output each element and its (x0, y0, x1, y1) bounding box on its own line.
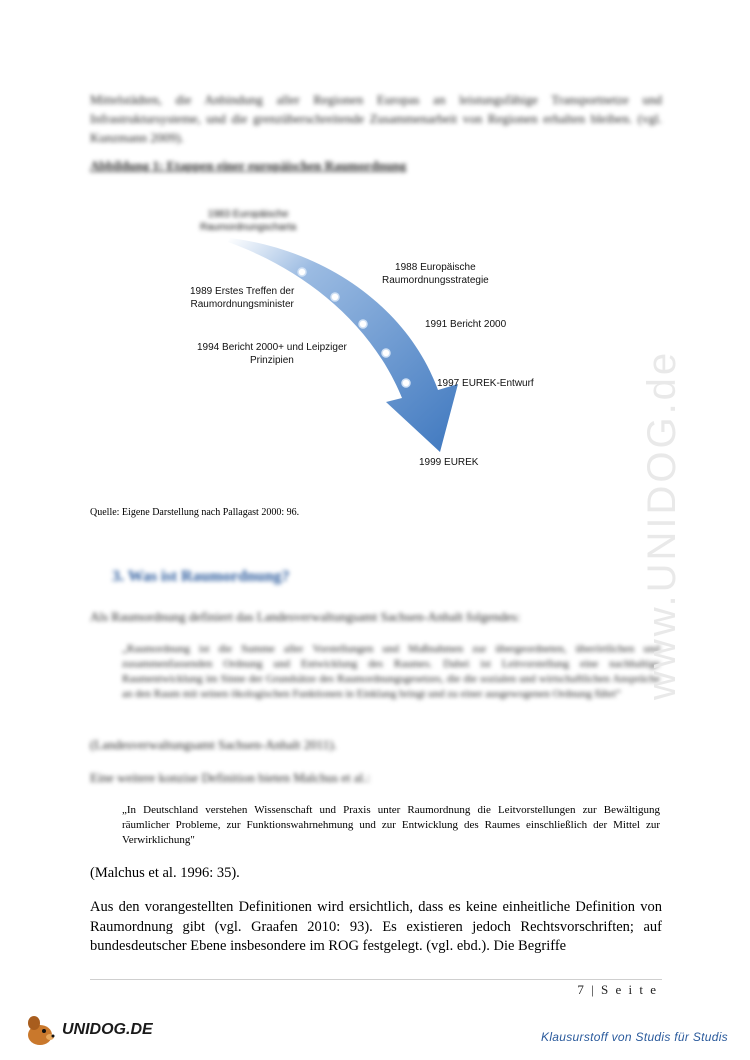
stage-label: 1997 EUREK-Entwurf (437, 378, 534, 389)
definition-intro: Als Raumordnung definiert das Landesverwaltungsamt Sachsen-Anhalt folgendes: (90, 609, 521, 624)
arrow-marker (331, 293, 339, 301)
logo-text: UNIDOG.DE (62, 1021, 153, 1038)
stage-label: 1991 Bericht 2000 (425, 319, 507, 330)
body-paragraph: Aus den vorangestellten Definitionen wird ersichtlich, dass es keine einheitliche Definition von Raumordnung gibt (vgl. Graafen 2010: 93). Es existieren jedoch Rechtsvorschriften; auf bundesdeutscher Ebene insbesondere im ROG festgelegt. (vgl. ebd.). Die Begriffe (90, 899, 662, 954)
arrow-marker (402, 379, 410, 387)
stage-label: 1994 Bericht 2000+ und Leipziger Prinzipien (197, 342, 347, 366)
second-definition-intro: Eine weitere konzise Definition bieten Malchus et al.: (90, 770, 371, 785)
arrow-marker (359, 320, 367, 328)
figure-caption: Abbildung 1: Etappen einer europäischen Raumordnung (90, 158, 407, 173)
curved-arrow-graphic (0, 190, 750, 490)
arrow-marker (298, 268, 306, 276)
stage-label: 1989 Erstes Treffen der Raumordnungsminister (190, 286, 295, 310)
section-heading: 3. Was ist Raumordnung? (112, 568, 290, 585)
page-number: 7 | S e i t e (577, 982, 658, 997)
intro-paragraph: Mittelstädten, die Anbindung aller Regionen Europas an leistungsfähige Transportnetze und Infrastruktursysteme, und die grenzüberschreitende Zusammenarbeit von Regionen erhalten bleiben. (vgl. Kunzmann 2009). (90, 92, 662, 145)
stage-label: 1983 Europäische Raumordnungscharta (200, 209, 297, 233)
stage-label: 1999 EUREK (419, 457, 479, 468)
blockquote-2: „In Deutschland verstehen Wissenschaft und Praxis unter Raumordnung die Leitvorstellungen zur Bewältigung räumlicher Probleme, zur Funktionswahrnehmung und zur Entwicklung des Raumes einschließlich der Mittel zur Verwirklichung" (122, 804, 660, 846)
blockquote-1: „Raumordnung ist die Summe aller Vorstellungen und Maßnahmen zur übergeordneten, überörtlichen und zusammenfassenden Ordnung und Entwicklung des Raumes. Dabei ist Leitvorstellung eine nachhaltige Raumentwicklung im Sinne der Grundsätze des Raumordnungsgesetzes, die die sozialen und wirtschaftlichen Ansprüche an den Raum mit seinen ökologischen Funktionen in Einklang bringt und zu einer ausgewogenen Ordnung führt“ (122, 643, 660, 700)
footer-tagline: Klausurstoff von Studis für Studis (541, 1030, 728, 1044)
arrow-marker (382, 349, 390, 357)
figure-source: Quelle: Eigene Darstellung nach Pallagast 2000: 96. (90, 507, 300, 518)
timeline-diagram (0, 190, 750, 490)
stage-label: 1988 Europäische Raumordnungsstrategie (382, 262, 489, 286)
quote-1-source: (Landesverwaltungsamt Sachsen-Anhalt 2011). (90, 737, 337, 752)
dog-icon (22, 1013, 62, 1049)
footer-divider (90, 979, 662, 980)
quote-2-source: (Malchus et al. 1996: 35). (90, 865, 240, 881)
watermark: www.UNIDOG.de (640, 349, 684, 700)
unidog-logo[interactable] (22, 1013, 153, 1049)
